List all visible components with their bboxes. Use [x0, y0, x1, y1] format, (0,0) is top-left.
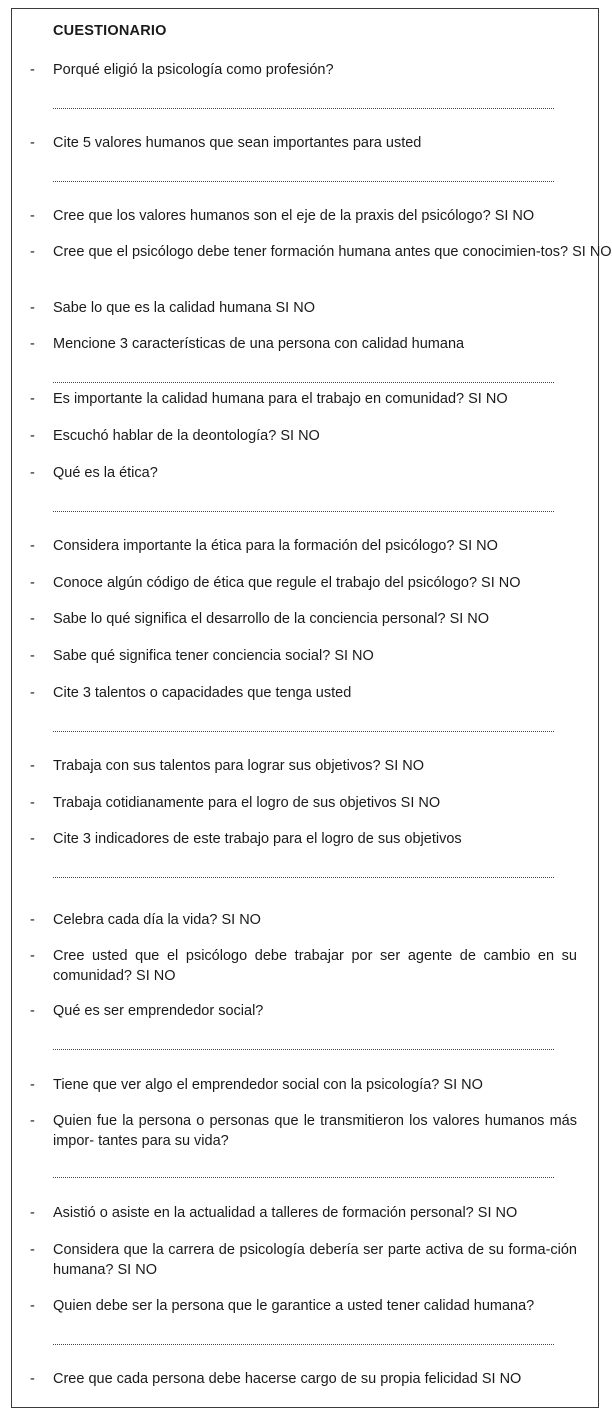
question-bullet: -: [30, 611, 35, 627]
question-text: Escuchó hablar de la deontología? SI NO: [53, 428, 320, 444]
question-bullet: -: [30, 575, 35, 591]
answer-line[interactable]: [53, 181, 554, 182]
question-bullet: -: [30, 1242, 35, 1258]
question-bullet: -: [30, 538, 35, 554]
question-bullet: -: [30, 428, 35, 444]
question-bullet: -: [30, 1113, 35, 1129]
question-bullet: -: [30, 685, 35, 701]
question-text: Celebra cada día la vida? SI NO: [53, 912, 261, 928]
question-text: Sabe lo que es la calidad humana SI NO: [53, 300, 315, 316]
question-text: Sabe lo qué significa el desarrollo de la conciencia personal? SI NO: [53, 611, 490, 627]
question-text: Qué es la ética?: [53, 465, 158, 481]
question-bullet: -: [30, 465, 35, 481]
question-text: Tiene que ver algo el emprendedor social con la psicología? SI NO: [53, 1077, 483, 1093]
question-text: Cree que cada persona debe hacerse cargo de su propia felicidad SI NO: [53, 1371, 522, 1387]
question-text: Quien fue la persona o personas que le transmitieron los valores humanos más impor- tantes para su vida?: [53, 1113, 577, 1149]
question-bullet: -: [30, 244, 35, 260]
question-text: Cite 5 valores humanos que sean importantes para usted: [53, 135, 422, 151]
question-text: Asistió o asiste en la actualidad a talleres de formación personal? SI NO: [53, 1205, 518, 1221]
question-bullet: -: [30, 948, 35, 964]
answer-line[interactable]: [53, 108, 554, 109]
answer-line[interactable]: [53, 877, 554, 878]
question-text: Cite 3 indicadores de este trabajo para el logro de sus objetivos: [53, 831, 462, 847]
question-text: Quien debe ser la persona que le garantice a usted tener calidad humana?: [53, 1298, 535, 1314]
question-text: Trabaja cotidianamente para el logro de sus objetivos SI NO: [53, 795, 441, 811]
question-bullet: -: [30, 831, 35, 847]
question-bullet: -: [30, 391, 35, 407]
question-bullet: -: [30, 912, 35, 928]
question-text: Cree usted que el psicólogo debe trabajar por ser agente de cambio en su comunidad? SI NO: [53, 948, 577, 984]
answer-line[interactable]: [53, 1049, 554, 1050]
question-bullet: -: [30, 1298, 35, 1314]
question-text: Trabaja con sus talentos para lograr sus objetivos? SI NO: [53, 758, 425, 774]
question-bullet: -: [30, 208, 35, 224]
question-text: Cite 3 talentos o capacidades que tenga usted: [53, 685, 352, 701]
question-bullet: -: [30, 336, 35, 352]
question-text: Sabe qué significa tener conciencia social? SI NO: [53, 648, 374, 664]
question-bullet: -: [30, 1003, 35, 1019]
question-text: Cree que el psicólogo debe tener formación humana antes que conocimien-tos? SI NO: [53, 244, 612, 260]
question-text: Mencione 3 características de una persona con calidad humana: [53, 336, 465, 352]
question-bullet: -: [30, 795, 35, 811]
answer-line[interactable]: [53, 731, 554, 732]
question-text: Considera que la carrera de psicología debería ser parte activa de su forma-ción humana? SI NO: [53, 1242, 577, 1278]
question-bullet: -: [30, 1371, 35, 1387]
question-text: Cree que los valores humanos son el eje de la praxis del psicólogo? SI NO: [53, 208, 535, 224]
question-text: Considera importante la ética para la formación del psicólogo? SI NO: [53, 538, 498, 554]
answer-line[interactable]: [53, 1177, 554, 1178]
question-bullet: -: [30, 62, 35, 78]
question-bullet: -: [30, 1205, 35, 1221]
answer-line[interactable]: [53, 1344, 554, 1345]
question-bullet: -: [30, 1077, 35, 1093]
question-bullet: -: [30, 300, 35, 316]
question-text: Conoce algún código de ética que regule el trabajo del psicólogo? SI NO: [53, 575, 521, 591]
page-title: CUESTIONARIO: [53, 23, 167, 39]
question-text: Qué es ser emprendedor social?: [53, 1003, 264, 1019]
question-bullet: -: [30, 648, 35, 664]
answer-line[interactable]: [53, 382, 554, 383]
question-text: Es importante la calidad humana para el trabajo en comunidad? SI NO: [53, 391, 508, 407]
question-bullet: -: [30, 758, 35, 774]
question-bullet: -: [30, 135, 35, 151]
answer-line[interactable]: [53, 511, 554, 512]
question-text: Porqué eligió la psicología como profesión?: [53, 62, 334, 78]
